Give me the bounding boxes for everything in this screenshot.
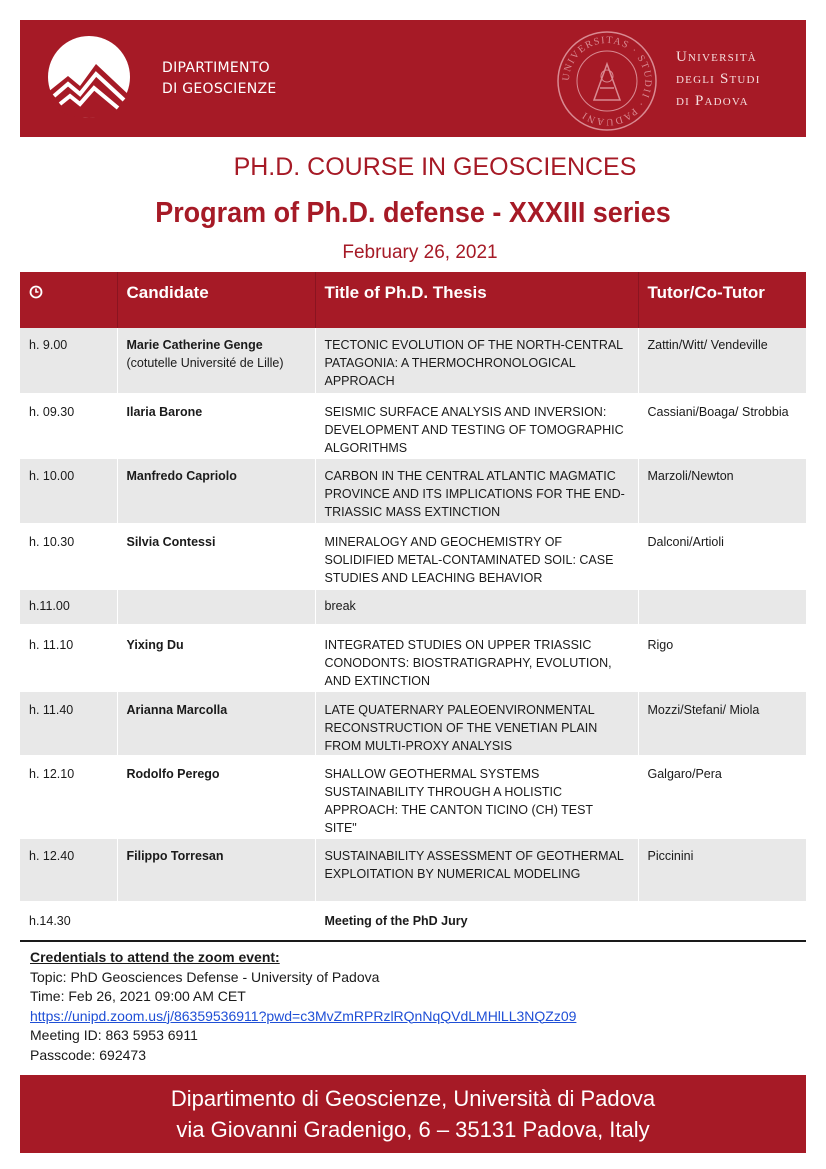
credentials-heading: Credentials to attend the zoom event: xyxy=(30,949,280,965)
table-header-row xyxy=(20,272,806,328)
candidate-cell xyxy=(117,458,315,524)
candidate-name: Silvia Contessi xyxy=(126,535,216,549)
time-cell: h. 12.10 xyxy=(20,756,117,838)
meeting-id: Meeting ID: 863 5953 6911 xyxy=(30,1027,198,1043)
zoom-credentials xyxy=(30,948,790,1065)
thesis-cell xyxy=(315,328,638,394)
time-cell: h. 10.30 xyxy=(20,524,117,589)
candidate-cell xyxy=(117,902,315,954)
section-divider xyxy=(20,940,806,942)
candidate-cell xyxy=(117,625,315,691)
time-column-header xyxy=(20,272,117,328)
footer-banner xyxy=(20,1075,806,1153)
candidate-column-header: Candidate xyxy=(117,272,315,328)
thesis-cell xyxy=(315,691,638,756)
thesis-title: Meeting of the PhD Jury xyxy=(324,914,468,928)
thesis-title: CARBON IN THE CENTRAL ATLANTIC MAGMATIC PROVINCE AND ITS IMPLICATIONS FOR THE END-TRIASSIC MASS EXTINCTION xyxy=(324,469,625,519)
candidate-name: Arianna Marcolla xyxy=(126,703,228,717)
candidate-name: Marie Catherine Genge xyxy=(126,338,263,352)
candidate-cell xyxy=(117,524,315,589)
table-row xyxy=(20,691,806,756)
thesis-cell xyxy=(315,524,638,589)
table-row xyxy=(20,838,806,902)
thesis-title: INTEGRATED STUDIES ON UPPER TRIASSIC CONODONTS: BIOSTRATIGRAPHY, EVOLUTION, AND EXTINCTION xyxy=(324,638,612,688)
thesis-cell xyxy=(315,394,638,458)
time-cell: h. 09.30 xyxy=(20,394,117,458)
time-cell: h. 11.10 xyxy=(20,625,117,691)
thesis-title: break xyxy=(324,599,356,613)
candidate-name: Filippo Torresan xyxy=(126,849,224,863)
table-row xyxy=(20,625,806,691)
thesis-cell xyxy=(315,838,638,902)
candidate-cell xyxy=(117,328,315,394)
time-cell: h. 11.40 xyxy=(20,691,117,756)
tutor-cell: Marzoli/Newton xyxy=(638,458,806,524)
clock-icon xyxy=(29,285,43,299)
time-cell: h.14.30 xyxy=(20,902,117,954)
candidate-cell xyxy=(117,756,315,838)
thesis-cell xyxy=(315,902,638,954)
thesis-title: MINERALOGY AND GEOCHEMISTRY OF SOLIDIFIED METAL-CONTAMINATED SOIL: CASE STUDIES AND LEACHING BEHAVIOR xyxy=(324,535,614,585)
table-row xyxy=(20,756,806,838)
time-cell: h. 9.00 xyxy=(20,328,117,394)
thesis-cell xyxy=(315,458,638,524)
tutor-cell: Piccinini xyxy=(638,838,806,902)
table-row xyxy=(20,328,806,394)
thesis-column-header: Title of Ph.D. Thesis xyxy=(315,272,638,328)
thesis-cell xyxy=(315,625,638,691)
candidate-cell xyxy=(117,589,315,625)
candidate-name: Manfredo Capriolo xyxy=(126,469,237,483)
candidate-name: Rodolfo Perego xyxy=(126,767,220,781)
thesis-title: SEISMIC SURFACE ANALYSIS AND INVERSION: DEVELOPMENT AND TESTING OF TOMOGRAPHIC ALGORITHMS xyxy=(324,405,624,455)
tutor-cell: Rigo xyxy=(638,625,806,691)
tutor-cell: Dalconi/Artioli xyxy=(638,524,806,589)
zoom-link[interactable]: https://unipd.zoom.us/j/86359536911?pwd=c3MvZmRPRzlRQnNqQVdLMHlLL3NQZz09 xyxy=(30,1007,577,1024)
university-name: Università degli Studi di Padova xyxy=(676,49,761,109)
table-row xyxy=(20,902,806,954)
event-date: February 26, 2021 xyxy=(342,242,498,263)
time-cell: h. 12.40 xyxy=(20,838,117,902)
tutor-cell: Mozzi/Stefani/ Miola xyxy=(638,691,806,756)
tutor-cell: Cassiani/Boaga/ Strobbia xyxy=(638,394,806,458)
candidate-note: (cotutelle Université de Lille) xyxy=(126,356,284,370)
candidate-name: Yixing Du xyxy=(126,638,184,652)
meeting-passcode: Passcode: 692473 xyxy=(30,1046,146,1063)
footer-address-line-1: Dipartimento di Geoscienze, Università di Padova xyxy=(170,1086,656,1111)
university-seal-icon xyxy=(556,30,658,132)
thesis-title: SHALLOW GEOTHERMAL SYSTEMS SUSTAINABILITY THROUGH A HOLISTIC APPROACH: THE CANTON TICINO (CH) TEST SITE" xyxy=(324,767,593,835)
table-row xyxy=(20,589,806,625)
table-row xyxy=(20,458,806,524)
thesis-title: SUSTAINABILITY ASSESSMENT OF GEOTHERMAL EXPLOITATION BY NUMERICAL MODELING xyxy=(324,849,624,881)
svg-text:UNIVERSITAS · STUDII · PADUANI xyxy=(561,35,653,127)
tutor-cell: Zattin/Witt/ Vendeville xyxy=(638,328,806,394)
candidate-cell xyxy=(117,394,315,458)
program-title: Program of Ph.D. defense - XXXIII series xyxy=(155,197,671,229)
tutor-cell xyxy=(638,902,806,954)
course-title: PH.D. COURSE IN GEOSCIENCES xyxy=(233,153,637,181)
defense-schedule-table xyxy=(20,272,806,955)
footer-address-line-2: via Giovanni Gradenigo, 6 – 35131 Padova, Italy xyxy=(176,1117,650,1142)
thesis-cell xyxy=(315,756,638,838)
table-row xyxy=(20,394,806,458)
thesis-title: TECTONIC EVOLUTION OF THE NORTH-CENTRAL PATAGONIA: A THERMOCHRONOLOGICAL APPROACH xyxy=(324,338,623,388)
candidate-cell xyxy=(117,838,315,902)
tutor-column-header: Tutor/Co-Tutor xyxy=(638,272,806,328)
time-cell: h. 10.00 xyxy=(20,458,117,524)
thesis-title: LATE QUATERNARY PALEOENVIRONMENTAL RECONSTRUCTION OF THE VENETIAN PLAIN FROM MULTI-PROXY ANALYSIS xyxy=(324,703,598,753)
meeting-topic: Topic: PhD Geosciences Defense - University of Padova xyxy=(30,968,380,985)
meeting-time: Time: Feb 26, 2021 09:00 AM CET xyxy=(30,988,246,1004)
candidate-name: Ilaria Barone xyxy=(126,405,203,419)
time-cell: h.11.00 xyxy=(20,589,117,625)
mountain-circle-logo-icon xyxy=(46,34,132,120)
department-name: DIPARTIMENTO DI GEOSCIENZE xyxy=(162,60,277,97)
candidate-cell xyxy=(117,691,315,756)
table-row xyxy=(20,524,806,589)
header-banner xyxy=(20,20,806,137)
tutor-cell: Galgaro/Pera xyxy=(638,756,806,838)
thesis-cell xyxy=(315,589,638,625)
tutor-cell xyxy=(638,589,806,625)
seal-text: UNIVERSITAS · STUDII · PADUANI xyxy=(560,34,654,128)
